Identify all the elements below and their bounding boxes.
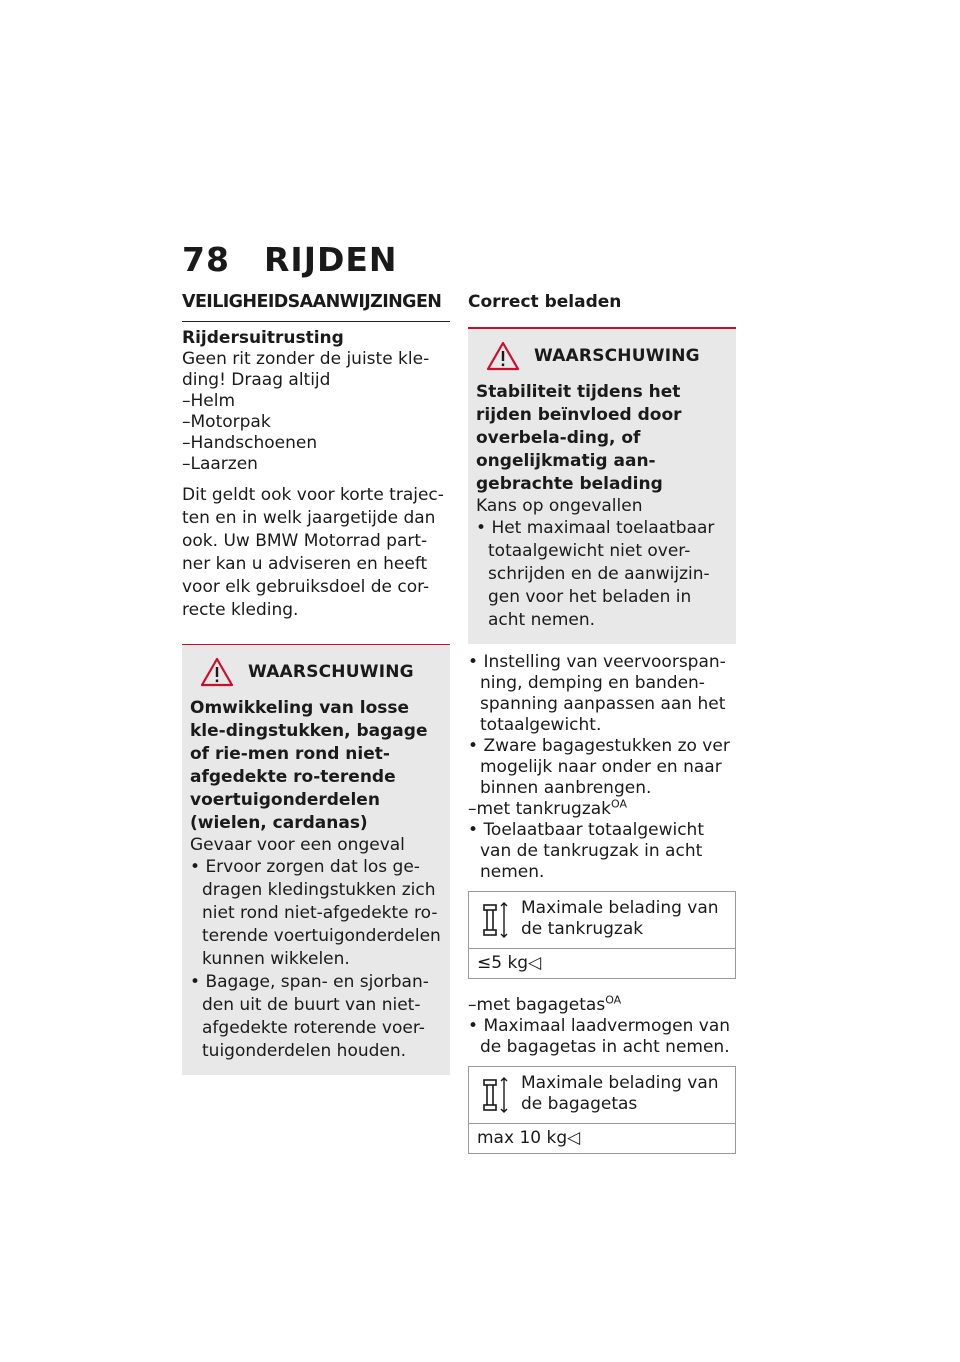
weight-load-icon <box>481 1075 511 1115</box>
gear-item: – Laarzen <box>182 454 450 475</box>
weight-load-icon <box>481 900 511 940</box>
warning-danger: Kans op ongevallen <box>476 496 643 516</box>
page-number: 78 <box>182 240 230 279</box>
chapter-title: RIJDEN <box>264 240 398 279</box>
list-item: • Instelling van veervoorspan-ning, demping en banden-spanning aanpassen aan het totaalgewicht. <box>462 652 736 736</box>
bag-bullets <box>468 1016 736 1058</box>
loading-bullets <box>468 652 736 799</box>
option-superscript: OA <box>605 993 622 1007</box>
warning-triangle-icon <box>486 341 520 371</box>
warning-header <box>190 657 442 687</box>
option-tank-bag: –met tankrugzak$^{OA}$ <box>468 797 628 819</box>
warning-bullets <box>476 517 728 632</box>
list-item: • Het maximaal toelaatbaar totaalgewicht niet over-schrijden en de aanwijzin-gen voor het beladen in acht nemen. <box>470 517 728 632</box>
list-item: • Ervoor zorgen dat los ge-dragen kledingstukken zich niet rond niet-afgedekte ro-terende voertuigonderdelen kunnen wikkelen. <box>184 856 442 971</box>
gear-item: – Helm <box>182 391 450 412</box>
gear-item: – Handschoenen <box>182 433 450 454</box>
left-column <box>182 292 450 1075</box>
gear-paragraph: Dit geldt ook voor korte trajec-ten en in welk jaargetijde dan ook. Uw BMW Motorrad part-ner kan u adviseren en heeft voor elk gebruiksdoel de cor-recte kleding. <box>182 485 444 620</box>
list-item: • Zware bagagestukken zo ver mogelijk naar onder en naar binnen aanbrengen. <box>462 736 736 799</box>
right-column <box>468 292 736 1154</box>
warning-triangle-icon <box>200 657 234 687</box>
warning-box-loading <box>468 328 736 644</box>
section-title-loading: Correct beladen <box>468 292 736 328</box>
option-label: met bagagetas <box>476 995 606 1015</box>
option-superscript: OA <box>611 797 628 811</box>
list-item: • Bagage, span- en sjorban-den uit de buurt van niet-afgedekte roterende voer-tuigonderdelen houden. <box>184 971 442 1063</box>
spec-label: Maximale belading van de bagagetas <box>521 1073 719 1114</box>
gear-list <box>182 391 450 475</box>
spec-label: Maximale belading van de tankrugzak <box>521 898 719 939</box>
option-label: met tankrugzak <box>476 799 612 819</box>
warning-title: WAARSCHUWING <box>248 661 414 682</box>
list-item: • Toelaatbaar totaalgewicht van de tankrugzak in acht nemen. <box>462 820 736 883</box>
subtitle-rider-gear: Rijdersuitrusting <box>182 328 344 348</box>
option-bag: –met bagagetas$^{OA}$ <box>468 993 622 1015</box>
spec-header <box>469 892 735 949</box>
section-title-safety: VEILIGHEIDSAANWIJZINGEN <box>182 292 450 322</box>
warning-cause: Stabiliteit tijdens het rijden beïnvloed door overbela-ding, of ongelijkmatig aan-gebrachte belading <box>476 382 682 494</box>
page-header <box>182 240 398 279</box>
gear-item: – Motorpak <box>182 412 450 433</box>
warning-danger: Gevaar voor een ongeval <box>190 835 405 855</box>
warning-title: WAARSCHUWING <box>534 345 700 366</box>
gear-intro: Geen rit zonder de juiste kle-ding! Draag altijd <box>182 349 430 390</box>
list-item: • Maximaal laadvermogen van de bagagetas in acht nemen. <box>462 1016 736 1058</box>
spec-value: ≤5 kg◁ <box>477 953 542 973</box>
warning-cause: Omwikkeling van losse kle-dingstukken, bagage of rie-men rond niet-afgedekte ro-terende voertuigonderdelen (wielen, cardanas) <box>190 698 428 833</box>
spec-table-bag <box>468 1066 736 1154</box>
spec-value: max 10 kg◁ <box>477 1128 581 1148</box>
warning-header <box>476 341 728 371</box>
spec-header <box>469 1067 735 1124</box>
spec-table-tank-bag <box>468 891 736 979</box>
tank-bullets <box>468 820 736 883</box>
warning-box-clothing <box>182 644 450 1075</box>
warning-bullets <box>190 856 442 1063</box>
